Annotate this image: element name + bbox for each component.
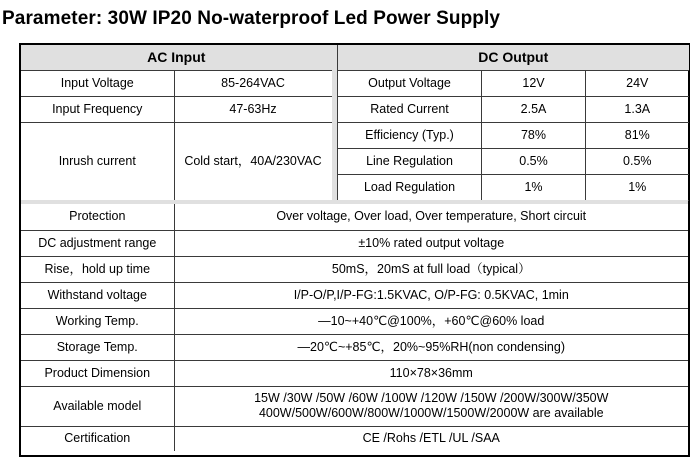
rated-current-24v: 1.3A <box>586 96 689 122</box>
product-dimension-value: 110×78×36mm <box>174 360 688 386</box>
efficiency-label: Efficiency (Typ.) <box>338 122 482 148</box>
output-voltage-label: Output Voltage <box>338 70 482 96</box>
withstand-voltage-value: I/P-O/P,I/P-FG:1.5KVAC, O/P-FG: 0.5KVAC, 1min <box>174 282 688 308</box>
available-model-line-1: 15W /30W /50W /60W /100W /120W /150W /200W/300W/350W <box>254 391 609 405</box>
certification-label: Certification <box>21 426 174 451</box>
withstand-voltage-label: Withstand voltage <box>21 282 174 308</box>
working-temp-label: Working Temp. <box>21 308 174 334</box>
dc-output-header: DC Output <box>338 45 689 70</box>
load-regulation-12v: 1% <box>482 174 586 200</box>
ac-input-table <box>21 45 333 201</box>
input-voltage-value: 85-264VAC <box>174 70 332 96</box>
available-model-line-2: 400W/500W/600W/800W/1000W/1500W/2000W are available <box>258 406 604 420</box>
inrush-current-value: Cold start，40A/230VAC <box>174 122 332 200</box>
dc-adjustment-value: ±10% rated output voltage <box>174 230 688 256</box>
protection-label: Protection <box>21 204 174 230</box>
available-model-value <box>174 386 688 426</box>
input-frequency-label: Input Frequency <box>21 96 174 122</box>
rated-current-12v: 2.5A <box>482 96 586 122</box>
rise-hold-value: 50mS，20mS at full load（typical） <box>174 256 688 282</box>
parameter-table <box>19 43 690 457</box>
rated-current-label: Rated Current <box>338 96 482 122</box>
dc-output-table <box>337 45 689 201</box>
specs-table <box>21 204 688 451</box>
efficiency-24v: 81% <box>586 122 689 148</box>
efficiency-12v: 78% <box>482 122 586 148</box>
page-title: Parameter: 30W IP20 No-waterproof Led Power Supply <box>2 8 501 29</box>
ac-input-header: AC Input <box>21 45 332 70</box>
output-voltage-24v: 24V <box>586 70 689 96</box>
input-frequency-value: 47-63Hz <box>174 96 332 122</box>
dc-adjustment-label: DC adjustment range <box>21 230 174 256</box>
storage-temp-value: —20℃~+85℃，20%~95%RH(non condensing) <box>174 334 688 360</box>
inrush-current-label: Inrush current <box>21 122 174 200</box>
line-regulation-12v: 0.5% <box>482 148 586 174</box>
input-voltage-label: Input Voltage <box>21 70 174 96</box>
output-voltage-12v: 12V <box>482 70 586 96</box>
product-dimension-label: Product Dimension <box>21 360 174 386</box>
certification-value: CE /Rohs /ETL /UL /SAA <box>174 426 688 451</box>
working-temp-value: —10~+40℃@100%，+60℃@60% load <box>174 308 688 334</box>
storage-temp-label: Storage Temp. <box>21 334 174 360</box>
line-regulation-24v: 0.5% <box>586 148 689 174</box>
load-regulation-label: Load Regulation <box>338 174 482 200</box>
protection-value: Over voltage, Over load, Over temperature, Short circuit <box>174 204 688 230</box>
load-regulation-24v: 1% <box>586 174 689 200</box>
rise-hold-label: Rise，hold up time <box>21 256 174 282</box>
line-regulation-label: Line Regulation <box>338 148 482 174</box>
available-model-label: Available model <box>21 386 174 426</box>
